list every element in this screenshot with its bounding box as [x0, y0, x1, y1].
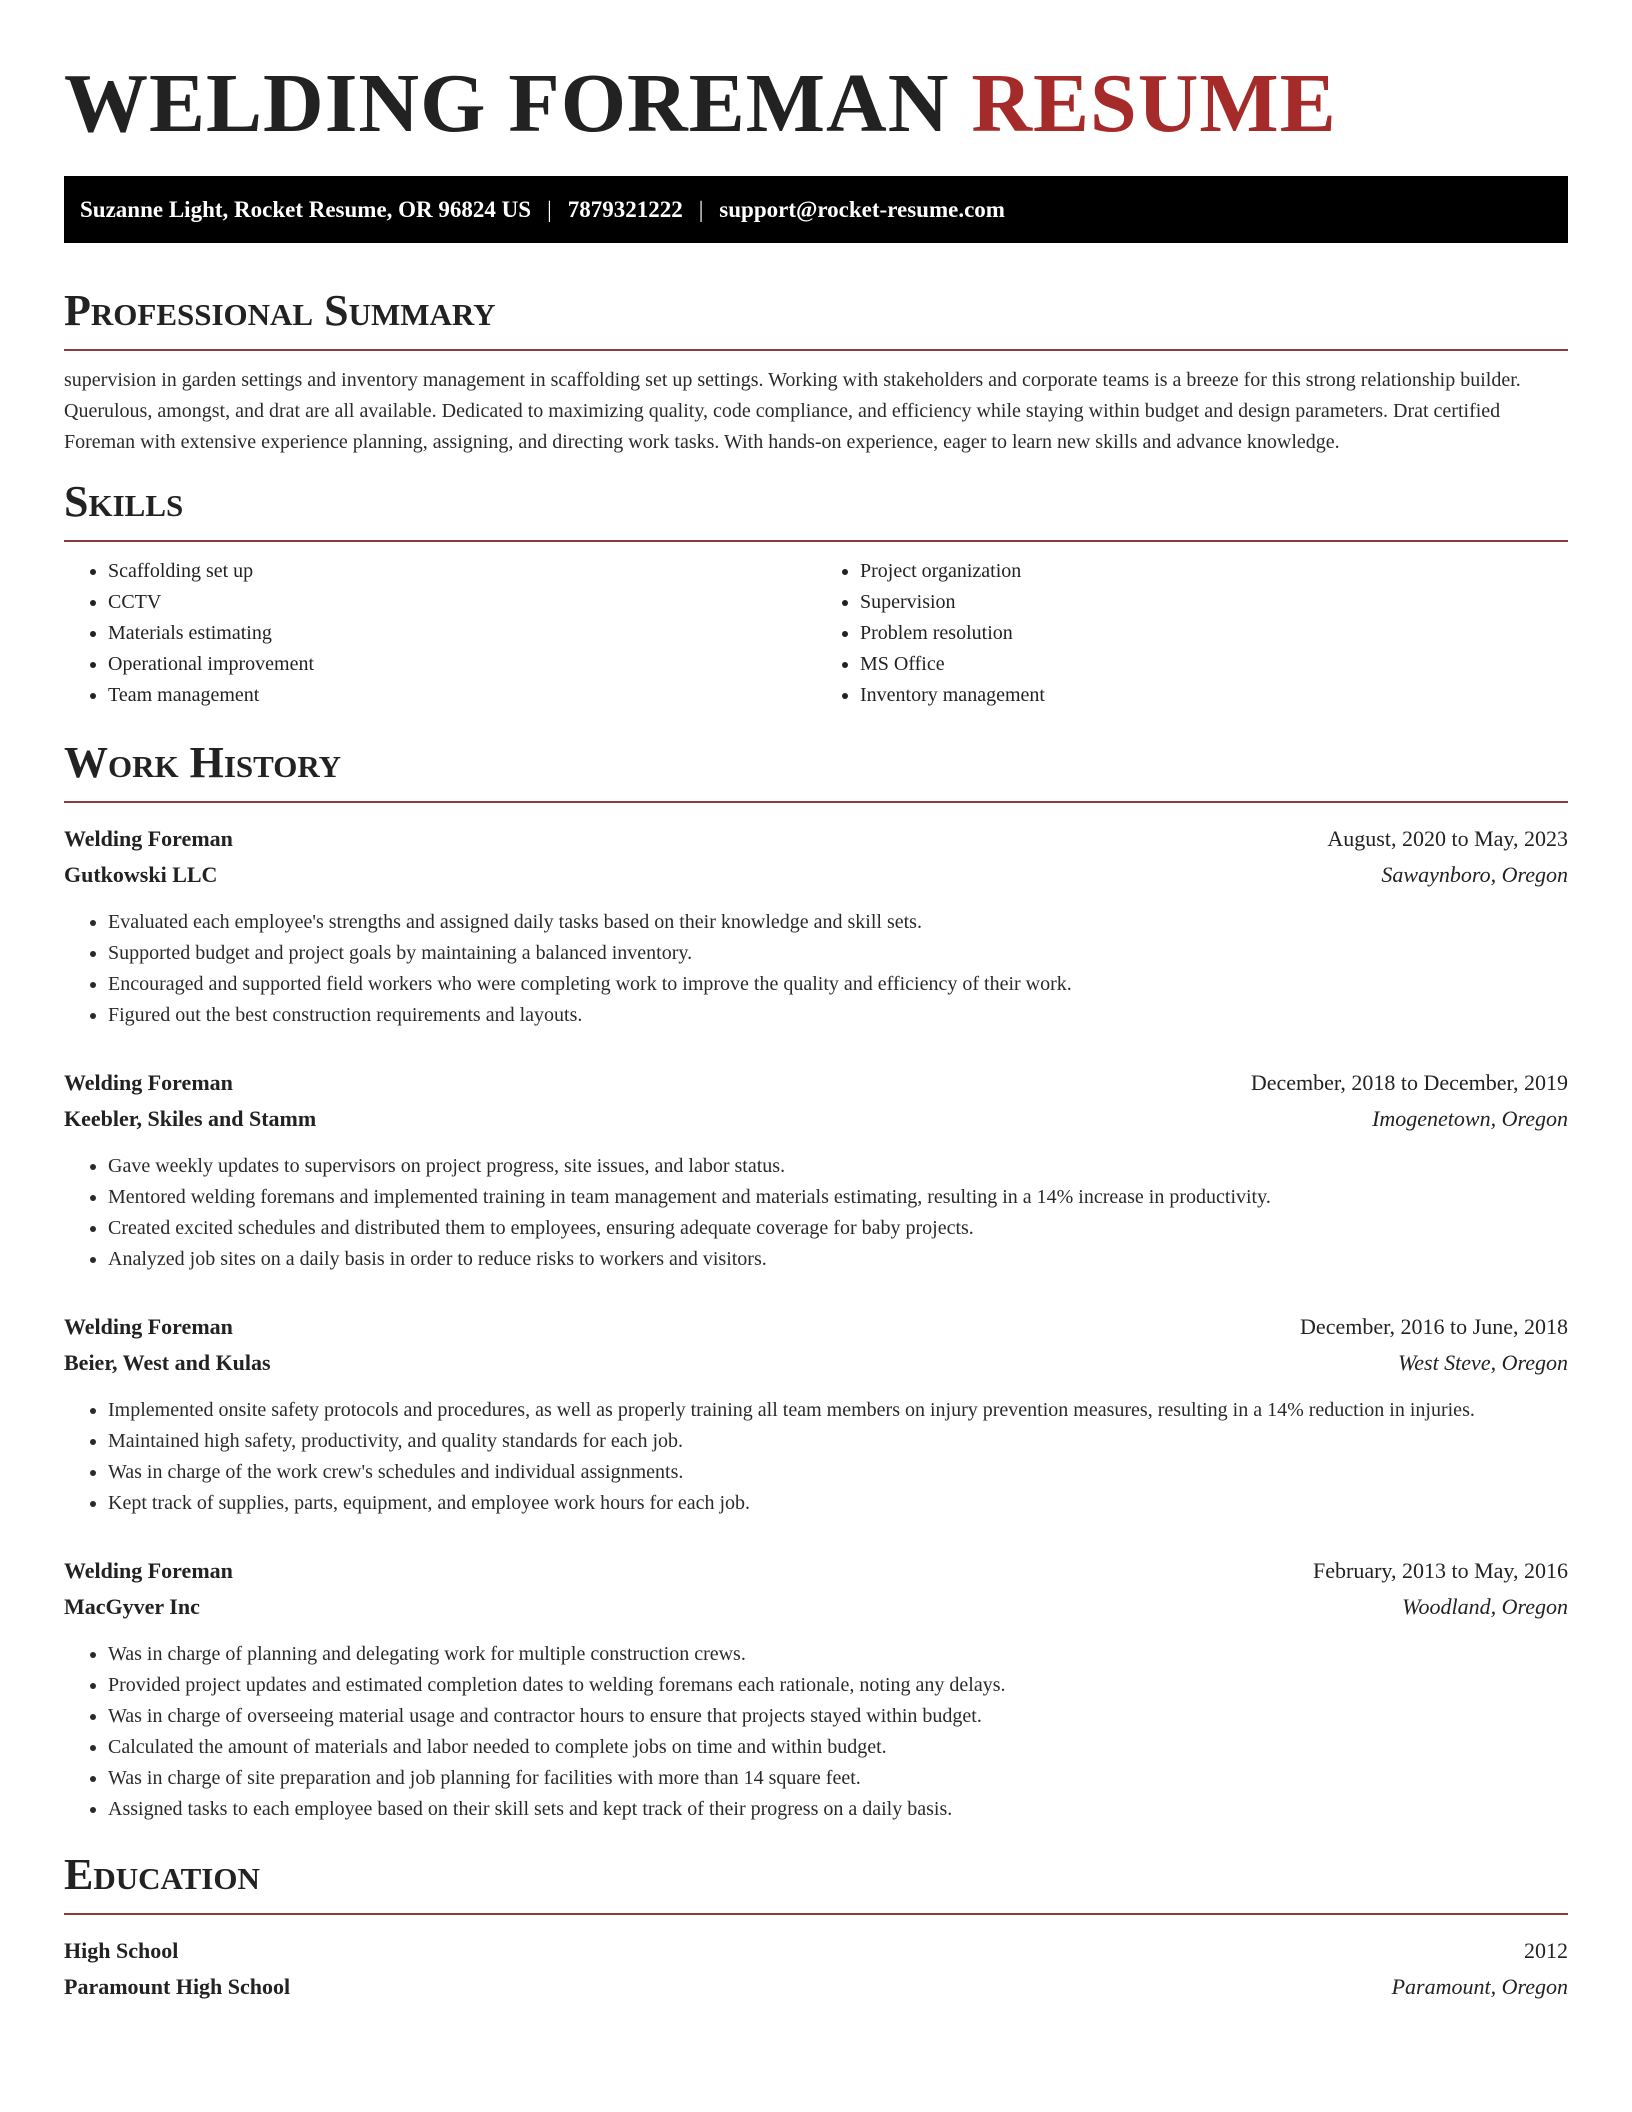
job-dates: February, 2013 to May, 2016	[1313, 1558, 1568, 1583]
job-company: Gutkowski LLC	[64, 862, 218, 887]
title-main: WELDING FOREMAN	[64, 57, 972, 150]
job-bullets	[64, 1395, 1568, 1519]
skills-columns	[64, 556, 1568, 711]
job-bullet: • Gave weekly updates to supervisors on project progress, site issues, and labor status.	[108, 1151, 1568, 1182]
job-dates: August, 2020 to May, 2023	[1327, 826, 1568, 851]
job-company-row	[64, 1345, 1568, 1381]
skill-item: • Scaffolding set up	[108, 556, 816, 587]
skills-section	[64, 478, 1568, 711]
title-accent: RESUME	[971, 57, 1337, 150]
education-year: 2012	[1524, 1938, 1568, 1963]
skill-item: • CCTV	[108, 587, 816, 618]
resume-title	[64, 0, 1568, 150]
job-header-row	[64, 1309, 1568, 1345]
job-bullet: • Created excited schedules and distributed them to employees, ensuring adequate coverage for baby projects.	[108, 1213, 1568, 1244]
contact-separator: |	[698, 196, 704, 222]
job-location: Imogenetown, Oregon	[1372, 1106, 1568, 1131]
job-bullet: • Was in charge of overseeing material usage and contractor hours to ensure that projects stayed within budget.	[108, 1701, 1568, 1732]
job-bullet: • Was in charge of planning and delegating work for multiple construction crews.	[108, 1639, 1568, 1670]
job-location: West Steve, Oregon	[1397, 1350, 1568, 1375]
section-divider	[64, 1913, 1568, 1915]
education-heading: Education	[64, 1850, 260, 1899]
skills-list-right	[816, 556, 1568, 711]
job-title: Welding Foreman	[64, 826, 233, 851]
job-company-row	[64, 857, 1568, 893]
contact-separator: |	[547, 196, 552, 222]
job-title: Welding Foreman	[64, 1070, 233, 1095]
skill-item: • Problem resolution	[860, 618, 1568, 649]
education-degree: High School	[64, 1938, 179, 1963]
job-dates: December, 2016 to June, 2018	[1300, 1314, 1568, 1339]
job-header-row	[64, 821, 1568, 857]
skill-item: • Materials estimating	[108, 618, 816, 649]
skills-heading: Skills	[64, 477, 184, 526]
job-bullet: • Analyzed job sites on a daily basis in order to reduce risks to workers and visitors.	[108, 1244, 1568, 1275]
contact-phone[interactable]: 7879321222	[567, 196, 683, 222]
work-heading: Work History	[64, 738, 342, 787]
skill-item: • MS Office	[860, 649, 1568, 680]
job-bullets	[64, 1639, 1568, 1825]
section-divider	[64, 540, 1568, 542]
job-company: MacGyver Inc	[64, 1594, 200, 1619]
job-bullet: • Assigned tasks to each employee based on their skill sets and kept track of their progress on a daily basis.	[108, 1794, 1568, 1825]
education-row	[64, 1933, 1568, 1969]
job-bullet: • Supported budget and project goals by maintaining a balanced inventory.	[108, 938, 1568, 969]
job-company-row	[64, 1589, 1568, 1625]
job-company: Beier, West and Kulas	[64, 1350, 271, 1375]
education-entry	[64, 1933, 1568, 2005]
job-company-row	[64, 1101, 1568, 1137]
skill-item: • Team management	[108, 680, 816, 711]
job-entry	[64, 1309, 1568, 1519]
education-school: Paramount High School	[64, 1974, 291, 1999]
job-company: Keebler, Skiles and Stamm	[64, 1106, 317, 1131]
work-section	[64, 739, 1568, 1825]
job-bullet: • Kept track of supplies, parts, equipment, and employee work hours for each job.	[108, 1488, 1568, 1519]
contact-address: Suzanne Light, Rocket Resume, OR 96824 US	[80, 196, 532, 222]
job-bullet: • Encouraged and supported field workers who were completing work to improve the quality and efficiency of their work.	[108, 969, 1568, 1000]
education-location: Paramount, Oregon	[1391, 1974, 1568, 1999]
job-bullets	[64, 1151, 1568, 1275]
summary-text: supervision in garden settings and inventory management in scaffolding set up settings. Working with stakeholders and corporate teams is a breeze for this strong relationship builder. Querulous, amongst, and drat are all available. Dedicated to maximizing quality, code compliance, and efficiency while staying within budget and design parameters. Drat certified Foreman with extensive experience planning, assigning, and directing work tasks. With hands-on experience, eager to learn new skills and advance knowledge.	[64, 369, 1521, 453]
job-entry	[64, 1065, 1568, 1275]
education-school-row	[64, 1969, 1568, 2005]
contact-bar	[64, 176, 1568, 243]
summary-section	[64, 287, 1568, 458]
job-bullet: • Mentored welding foremans and implemented training in team management and materials estimating, resulting in a 14% increase in productivity.	[108, 1182, 1568, 1213]
section-divider	[64, 349, 1568, 351]
job-bullet: • Implemented onsite safety protocols and procedures, as well as properly training all team members on injury prevention measures, resulting in a 14% reduction in injuries.	[108, 1395, 1568, 1426]
skills-list-left	[64, 556, 816, 711]
job-bullet: • Was in charge of the work crew's schedules and individual assignments.	[108, 1457, 1568, 1488]
job-bullet: • Maintained high safety, productivity, and quality standards for each job.	[108, 1426, 1568, 1457]
job-bullet: • Calculated the amount of materials and labor needed to complete jobs on time and within budget.	[108, 1732, 1568, 1763]
job-bullet: • Figured out the best construction requirements and layouts.	[108, 1000, 1568, 1031]
job-bullet: • Was in charge of site preparation and job planning for facilities with more than 14 square feet.	[108, 1763, 1568, 1794]
job-location: Sawaynboro, Oregon	[1381, 862, 1568, 887]
summary-heading: Professional Summary	[64, 286, 496, 335]
skill-item: • Operational improvement	[108, 649, 816, 680]
job-entry	[64, 1553, 1568, 1825]
job-location: Woodland, Oregon	[1402, 1594, 1568, 1619]
skill-item: • Project organization	[860, 556, 1568, 587]
job-title: Welding Foreman	[64, 1314, 233, 1339]
job-entry	[64, 821, 1568, 1031]
job-header-row	[64, 1553, 1568, 1589]
job-bullet: • Evaluated each employee's strengths and assigned daily tasks based on their knowledge and skill sets.	[108, 907, 1568, 938]
job-bullet: • Provided project updates and estimated completion dates to welding foremans each rationale, noting any delays.	[108, 1670, 1568, 1701]
skill-item: • Inventory management	[860, 680, 1568, 711]
job-title: Welding Foreman	[64, 1558, 233, 1583]
skill-item: • Supervision	[860, 587, 1568, 618]
job-header-row	[64, 1065, 1568, 1101]
job-bullets	[64, 907, 1568, 1031]
job-dates: December, 2018 to December, 2019	[1250, 1070, 1568, 1095]
section-divider	[64, 801, 1568, 803]
education-section	[64, 1851, 1568, 2005]
contact-email[interactable]: support@rocket-resume.com	[719, 196, 1005, 222]
